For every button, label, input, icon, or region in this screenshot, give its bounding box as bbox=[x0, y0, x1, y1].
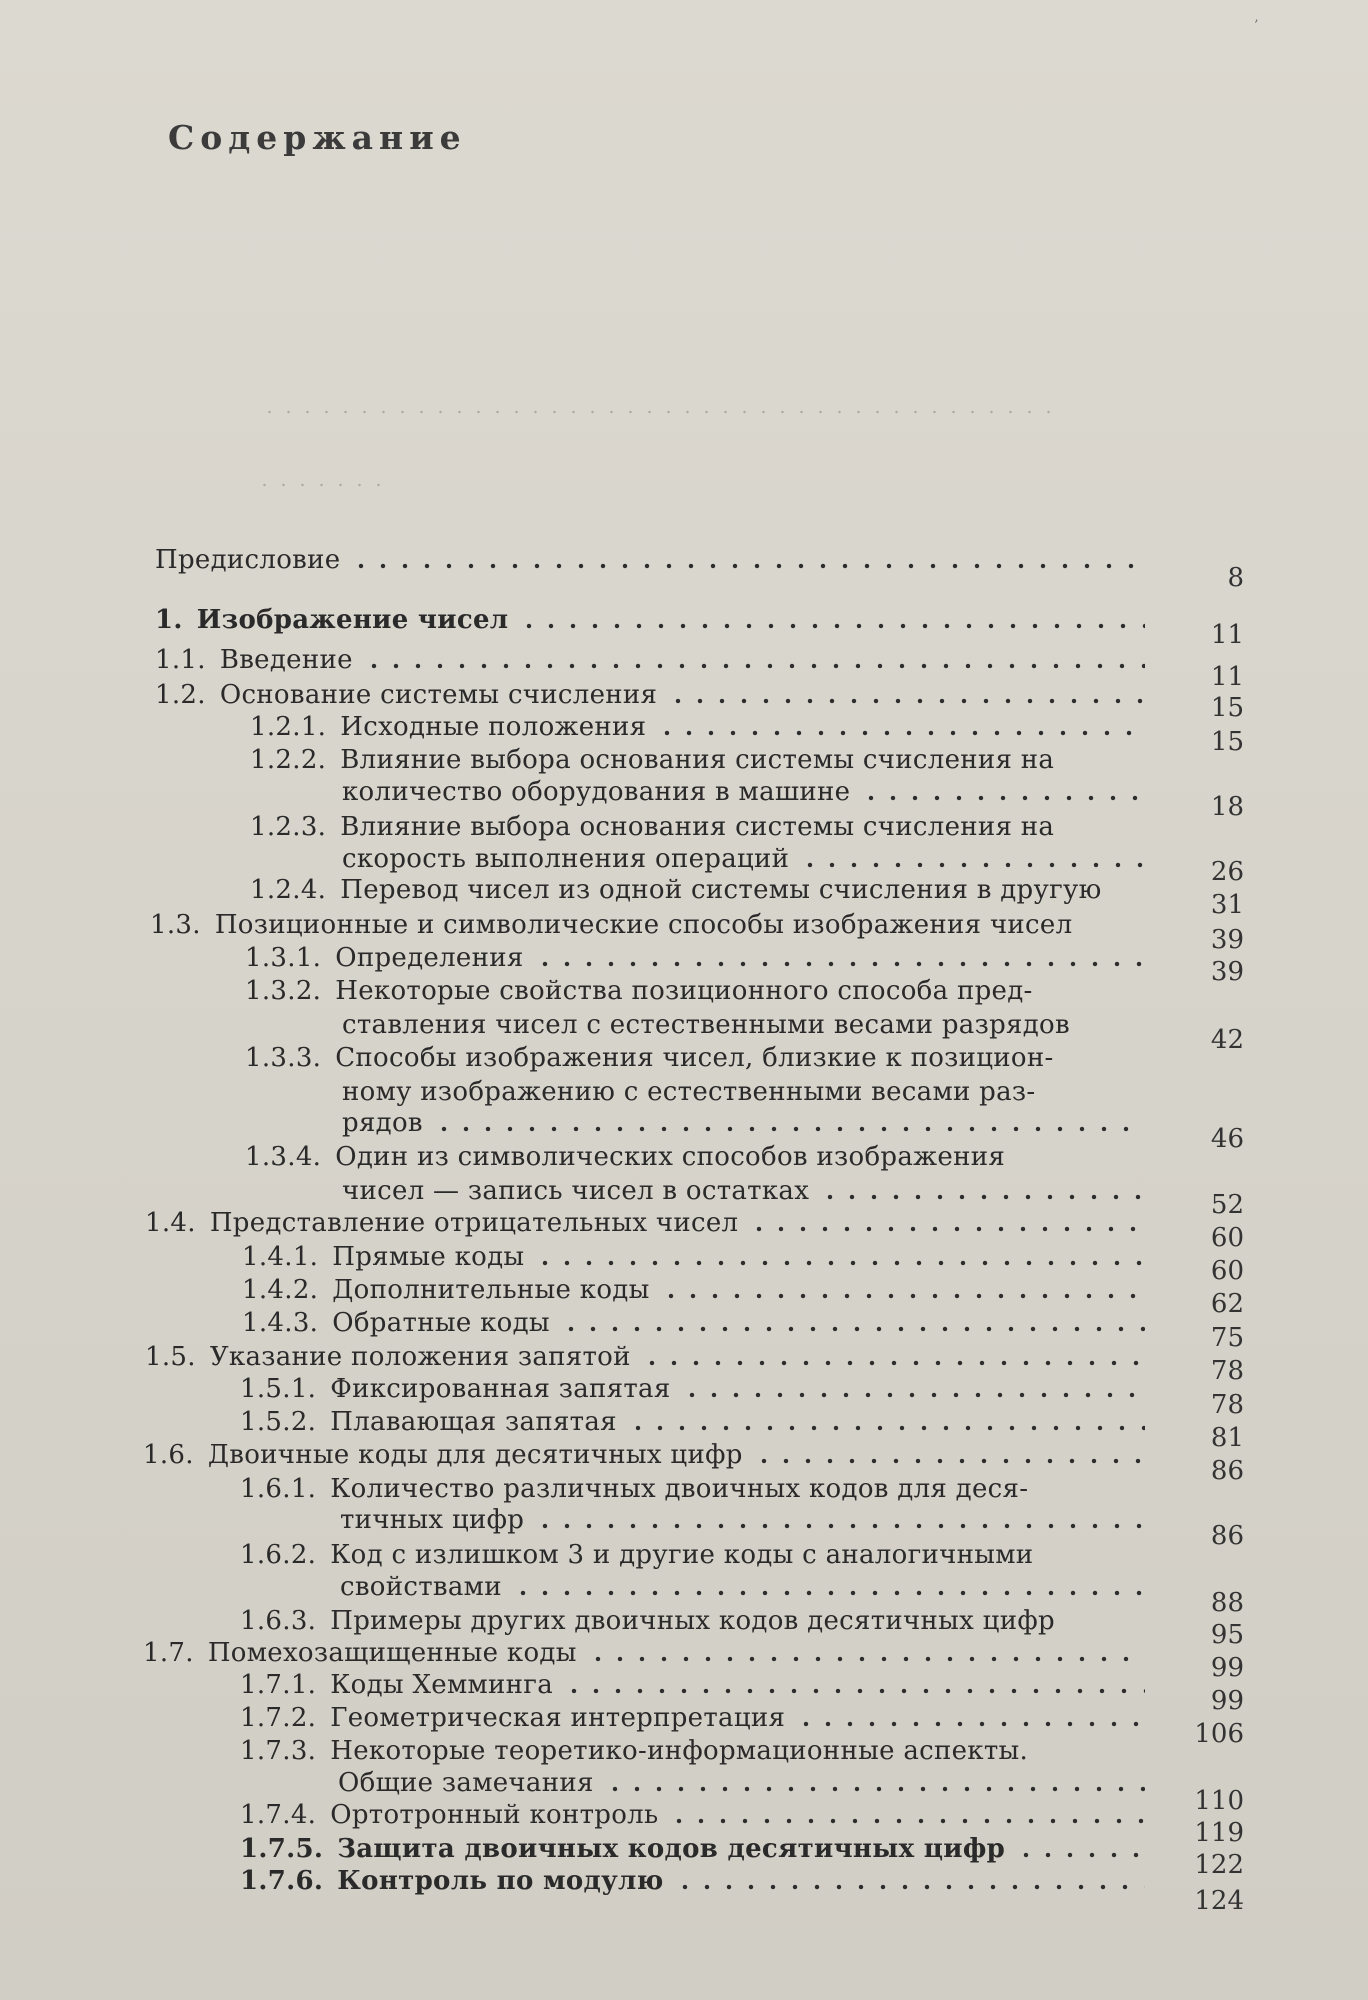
toc-entry-title-continued: Общие замечания bbox=[338, 1768, 594, 1798]
toc-entry-number: 1.2.4. bbox=[250, 875, 327, 905]
toc-page-number: 8 bbox=[1227, 563, 1244, 593]
toc-entry-number: 1.2. bbox=[155, 680, 206, 710]
toc-entry-number: 1.4.2. bbox=[242, 1275, 319, 1305]
toc-page-number: 60 bbox=[1210, 1223, 1244, 1253]
toc-entry-title: Позиционные и символические способы изображения чисел bbox=[214, 910, 1073, 940]
dot-leader bbox=[534, 961, 1145, 967]
toc-page-number: 95 bbox=[1210, 1620, 1244, 1650]
toc-entry-number: 1.1. bbox=[155, 645, 206, 675]
toc-page-number: 18 bbox=[1210, 792, 1244, 822]
toc-entry-number: 1.6.1. bbox=[240, 1474, 317, 1504]
toc-entry-number: 1.7.2. bbox=[240, 1703, 317, 1733]
toc-entry-title: Изображение чисел bbox=[196, 605, 509, 635]
toc-entry-number: 1.7.6. bbox=[240, 1866, 324, 1896]
toc-page-number: 122 bbox=[1194, 1850, 1244, 1880]
toc-entry-title: Представление отрицательных чисел bbox=[209, 1208, 739, 1238]
toc-entry-title: Прямые коды bbox=[332, 1242, 525, 1272]
dot-leader bbox=[753, 1458, 1145, 1464]
dot-leader bbox=[534, 1523, 1145, 1529]
page-title: Содержание bbox=[168, 118, 467, 157]
toc-entry-number: 1.6. bbox=[143, 1440, 194, 1470]
toc-entry-number: 1.7.1. bbox=[240, 1670, 317, 1700]
toc-entry-title: Помехозащищенные коды bbox=[207, 1638, 577, 1668]
dot-leader bbox=[795, 1721, 1145, 1727]
dot-leader bbox=[350, 563, 1145, 569]
dot-leader bbox=[799, 862, 1145, 868]
toc-entry-number: 1.7.4. bbox=[240, 1800, 317, 1830]
toc-page-number: 26 bbox=[1210, 857, 1244, 887]
toc-page-number: 39 bbox=[1210, 957, 1244, 987]
toc-entry-number: 1.3.2. bbox=[245, 976, 322, 1006]
toc-entry-title: Один из символических способов изображения bbox=[335, 1142, 1006, 1172]
toc-entry-title: Геометрическая интерпретация bbox=[330, 1703, 786, 1733]
toc-entry-title: Код с излишком 3 и другие коды с аналогичными bbox=[330, 1540, 1034, 1570]
dot-leader bbox=[819, 1194, 1145, 1200]
toc-page-number: 110 bbox=[1194, 1786, 1244, 1816]
toc-entry-title: Некоторые свойства позиционного способа пред- bbox=[335, 976, 1033, 1006]
toc-entry-title: Введение bbox=[219, 645, 353, 675]
toc-entry-number: 1.6.3. bbox=[240, 1606, 317, 1636]
dot-leader bbox=[587, 1656, 1145, 1662]
toc-page-number: 11 bbox=[1210, 620, 1244, 650]
toc-entry-title: Основание системы счисления bbox=[219, 680, 658, 710]
toc-page-number: 52 bbox=[1210, 1190, 1244, 1220]
dot-leader bbox=[604, 1786, 1145, 1792]
toc-entry-title: Примеры других двоичных кодов десятичных цифр bbox=[330, 1606, 1055, 1636]
dot-leader bbox=[681, 1392, 1145, 1398]
toc-entry-title: Определения bbox=[335, 943, 524, 973]
dot-leader bbox=[512, 1590, 1145, 1596]
toc-page-number: 75 bbox=[1210, 1323, 1244, 1353]
toc-entry-number: 1.4.1. bbox=[242, 1242, 319, 1272]
dot-leader bbox=[563, 1688, 1145, 1694]
toc-entry-number: 1.3.3. bbox=[245, 1043, 322, 1073]
toc-entry-title: Указание положения запятой bbox=[209, 1342, 631, 1372]
toc-entry-title: Влияние выбора основания системы счисления на bbox=[340, 812, 1055, 842]
toc-entry-title: Контроль по модулю bbox=[337, 1866, 664, 1896]
toc-entry-number: 1.4.3. bbox=[242, 1308, 319, 1338]
toc-entry-number: 1.5.1. bbox=[240, 1374, 317, 1404]
toc-page-number: 99 bbox=[1210, 1653, 1244, 1683]
dot-leader bbox=[641, 1360, 1145, 1366]
dot-leader bbox=[627, 1425, 1145, 1431]
toc-page-number: 15 bbox=[1210, 727, 1244, 757]
toc-entry-title-continued: свойствами bbox=[340, 1572, 502, 1602]
toc-entry-title-continued: чисел — запись чисел в остатках bbox=[342, 1176, 810, 1206]
toc-page-number: 42 bbox=[1210, 1025, 1244, 1055]
toc-entry-title-continued: тичных цифр bbox=[340, 1505, 525, 1535]
toc-page-number: 81 bbox=[1210, 1423, 1244, 1453]
toc-entry-title: Количество различных двоичных кодов для деся- bbox=[330, 1474, 1029, 1504]
toc-entry-title: Дополнительные коды bbox=[332, 1275, 650, 1305]
toc-page-number: 15 bbox=[1210, 693, 1244, 723]
toc-entry-number: 1.5. bbox=[145, 1342, 196, 1372]
dot-leader bbox=[860, 795, 1145, 801]
toc-page-number: 46 bbox=[1210, 1124, 1244, 1154]
dot-leader bbox=[560, 1326, 1145, 1332]
toc-entry-title-continued: количество оборудования в машине bbox=[342, 777, 851, 807]
toc-entry-title: Перевод чисел из одной системы счисления в другую bbox=[340, 875, 1102, 905]
dot-leader bbox=[518, 623, 1145, 629]
toc-page-number: 88 bbox=[1210, 1588, 1244, 1618]
toc-entry-title: Некоторые теоретико-информационные аспекты. bbox=[330, 1736, 1029, 1766]
dot-leader bbox=[748, 1226, 1145, 1232]
toc-page-number: 106 bbox=[1194, 1719, 1244, 1749]
dot-leader bbox=[363, 663, 1145, 669]
dot-leader bbox=[534, 1260, 1145, 1266]
toc-entry-title: Исходные положения bbox=[340, 712, 647, 742]
toc-entry-number: 1.6.2. bbox=[240, 1540, 317, 1570]
toc-entry-title-continued: ному изображению с естественными весами раз- bbox=[342, 1077, 1036, 1107]
corner-mark: ’ bbox=[1254, 18, 1259, 34]
toc-page-number: 31 bbox=[1210, 890, 1244, 920]
toc-entry-number: 1.2.3. bbox=[250, 812, 327, 842]
toc-entry-title-continued: скорость выполнения операций bbox=[342, 844, 790, 874]
toc-entry-title: Ортотронный контроль bbox=[330, 1800, 659, 1830]
toc-entry-title: Коды Хемминга bbox=[330, 1670, 554, 1700]
dot-leader bbox=[667, 698, 1145, 704]
toc-entry-title: Способы изображения чисел, близкие к позицион- bbox=[335, 1043, 1054, 1073]
dot-leader bbox=[1015, 1852, 1145, 1858]
toc-entry-title: Влияние выбора основания системы счисления на bbox=[340, 745, 1055, 775]
toc-entry-number: 1.4. bbox=[145, 1208, 196, 1238]
dot-leader bbox=[668, 1818, 1145, 1824]
toc-entry-title: Фиксированная запятая bbox=[330, 1374, 671, 1404]
toc-entry-number: 1. bbox=[155, 605, 183, 635]
toc-page-number: 39 bbox=[1210, 925, 1244, 955]
dot-leader bbox=[674, 1884, 1145, 1890]
toc-entry-number: 1.2.2. bbox=[250, 745, 327, 775]
toc-entry-title: Плавающая запятая bbox=[330, 1407, 617, 1437]
toc-entry-title: Защита двоичных кодов десятичных цифр bbox=[337, 1834, 1006, 1864]
toc-page-number: 124 bbox=[1194, 1886, 1244, 1916]
toc-page-number: 99 bbox=[1210, 1686, 1244, 1716]
toc-page-number: 78 bbox=[1210, 1390, 1244, 1420]
toc-entry-number: 1.7.5. bbox=[240, 1834, 324, 1864]
toc-page-number: 86 bbox=[1210, 1456, 1244, 1486]
toc-entry-title-continued: рядов bbox=[342, 1108, 423, 1138]
toc-entry-number: 1.7. bbox=[143, 1638, 194, 1668]
toc-entry-title: Обратные коды bbox=[332, 1308, 550, 1338]
dot-leader bbox=[433, 1126, 1145, 1132]
toc-entry-number: 1.3.1. bbox=[245, 943, 322, 973]
toc-entry-title: Двоичные коды для десятичных цифр bbox=[207, 1440, 743, 1470]
toc-entry-number: 1.2.1. bbox=[250, 712, 327, 742]
toc-page-number: 119 bbox=[1194, 1818, 1244, 1848]
toc-entry-number: 1.5.2. bbox=[240, 1407, 317, 1437]
toc-page-number: 62 bbox=[1210, 1289, 1244, 1319]
dot-leader bbox=[660, 1293, 1145, 1299]
toc-entry-title: Предисловие bbox=[155, 545, 341, 575]
toc-entry-number: 1.3. bbox=[150, 910, 201, 940]
dot-leader bbox=[656, 730, 1145, 736]
toc-page-number: 78 bbox=[1210, 1356, 1244, 1386]
toc-page-number: 86 bbox=[1210, 1521, 1244, 1551]
toc-entry-number: 1.7.3. bbox=[240, 1736, 317, 1766]
toc-entry-number: 1.3.4. bbox=[245, 1142, 322, 1172]
toc-page-number: 11 bbox=[1210, 662, 1244, 692]
toc-entry-title-continued: ставления чисел с естественными весами разрядов bbox=[342, 1010, 1070, 1040]
toc-page-number: 60 bbox=[1210, 1256, 1244, 1286]
